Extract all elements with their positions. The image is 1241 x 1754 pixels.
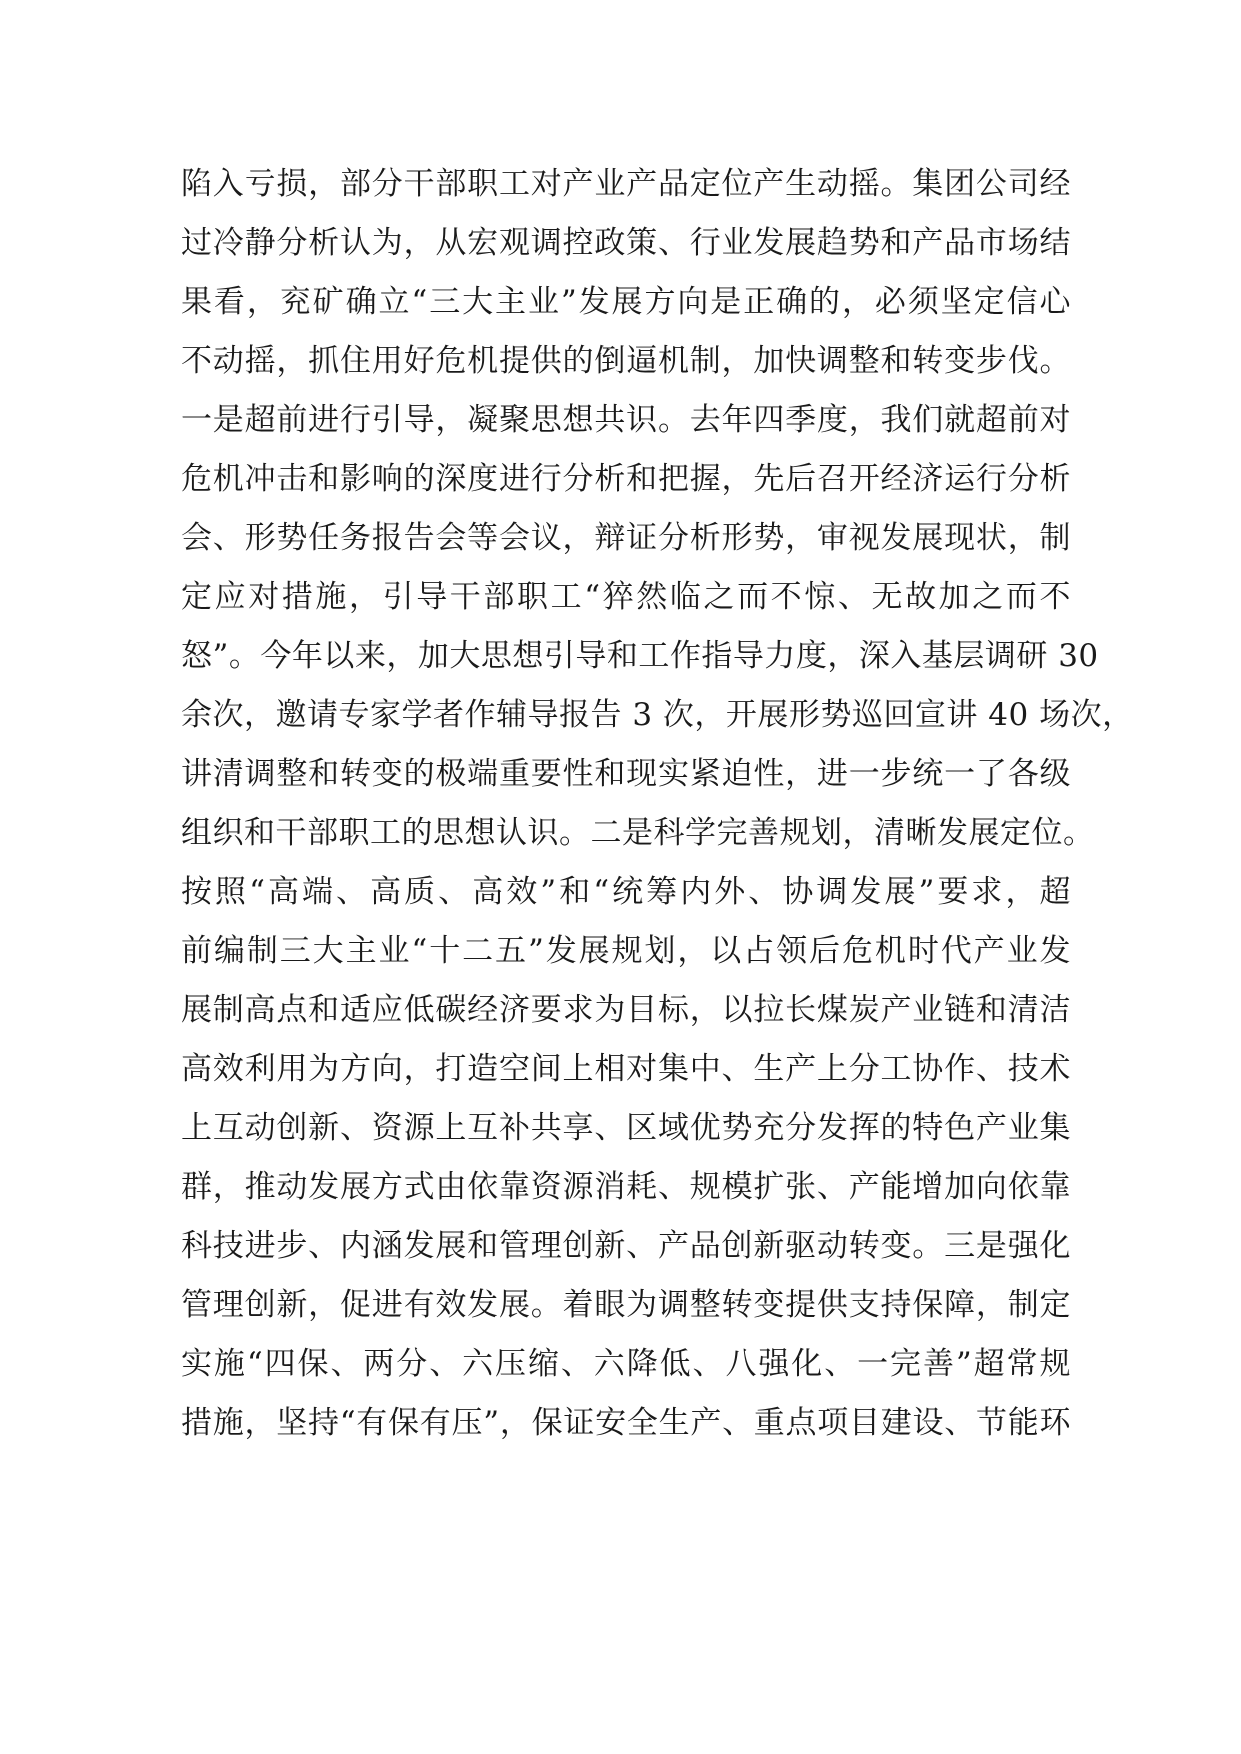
text-line: 按照“高端、高质、高效”和“统筹内外、协调发展”要求，超 bbox=[181, 874, 1071, 910]
text-line: 科技进步、内涵发展和管理创新、产品创新驱动转变。三是强化 bbox=[181, 1228, 1071, 1264]
text-line: 讲清调整和转变的极端重要性和现实紧迫性，进一步统一了各级 bbox=[181, 756, 1071, 792]
text-line: 群，推动发展方式由依靠资源消耗、规模扩张、产能增加向依靠 bbox=[181, 1169, 1071, 1205]
text-line: 上互动创新、资源上互补共享、区域优势充分发挥的特色产业集 bbox=[181, 1110, 1071, 1146]
text-line: 措施，坚持“有保有压”，保证安全生产、重点项目建设、节能环 bbox=[181, 1405, 1071, 1441]
text-line: 前编制三大主业“十二五”发展规划，以占领后危机时代产业发 bbox=[181, 933, 1071, 969]
text-line: 展制高点和适应低碳经济要求为目标，以拉长煤炭产业链和清洁 bbox=[181, 992, 1071, 1028]
text-line: 余次，邀请专家学者作辅导报告 3 次，开展形势巡回宣讲 40 场次， bbox=[181, 697, 1134, 733]
text-line: 一是超前进行引导，凝聚思想共识。去年四季度，我们就超前对 bbox=[181, 402, 1071, 438]
text-line: 过冷静分析认为，从宏观调控政策、行业发展趋势和产品市场结 bbox=[181, 225, 1071, 261]
text-line: 实施“四保、两分、六压缩、六降低、八强化、一完善”超常规 bbox=[181, 1346, 1071, 1382]
text-line: 果看，兖矿确立“三大主业”发展方向是正确的，必须坚定信心 bbox=[181, 284, 1071, 320]
text-line: 怒”。今年以来，加大思想引导和工作指导力度，深入基层调研 30 bbox=[181, 638, 1099, 674]
text-line: 不动摇，抓住用好危机提供的倒逼机制，加快调整和转变步伐。 bbox=[181, 343, 1071, 379]
text-line: 陷入亏损，部分干部职工对产业产品定位产生动摇。集团公司经 bbox=[181, 166, 1071, 202]
body-paragraph bbox=[181, 155, 1134, 1453]
text-line: 危机冲击和影响的深度进行分析和把握，先后召开经济运行分析 bbox=[181, 461, 1071, 497]
text-line: 高效利用为方向，打造空间上相对集中、生产上分工协作、技术 bbox=[181, 1051, 1071, 1087]
text-line: 组织和干部职工的思想认识。二是科学完善规划，清晰发展定位。 bbox=[181, 815, 1095, 851]
text-line: 会、形势任务报告会等会议，辩证分析形势，审视发展现状，制 bbox=[181, 520, 1071, 556]
text-line: 管理创新，促进有效发展。着眼为调整转变提供支持保障，制定 bbox=[181, 1287, 1071, 1323]
text-line: 定应对措施，引导干部职工“猝然临之而不惊、无故加之而不 bbox=[181, 579, 1071, 615]
